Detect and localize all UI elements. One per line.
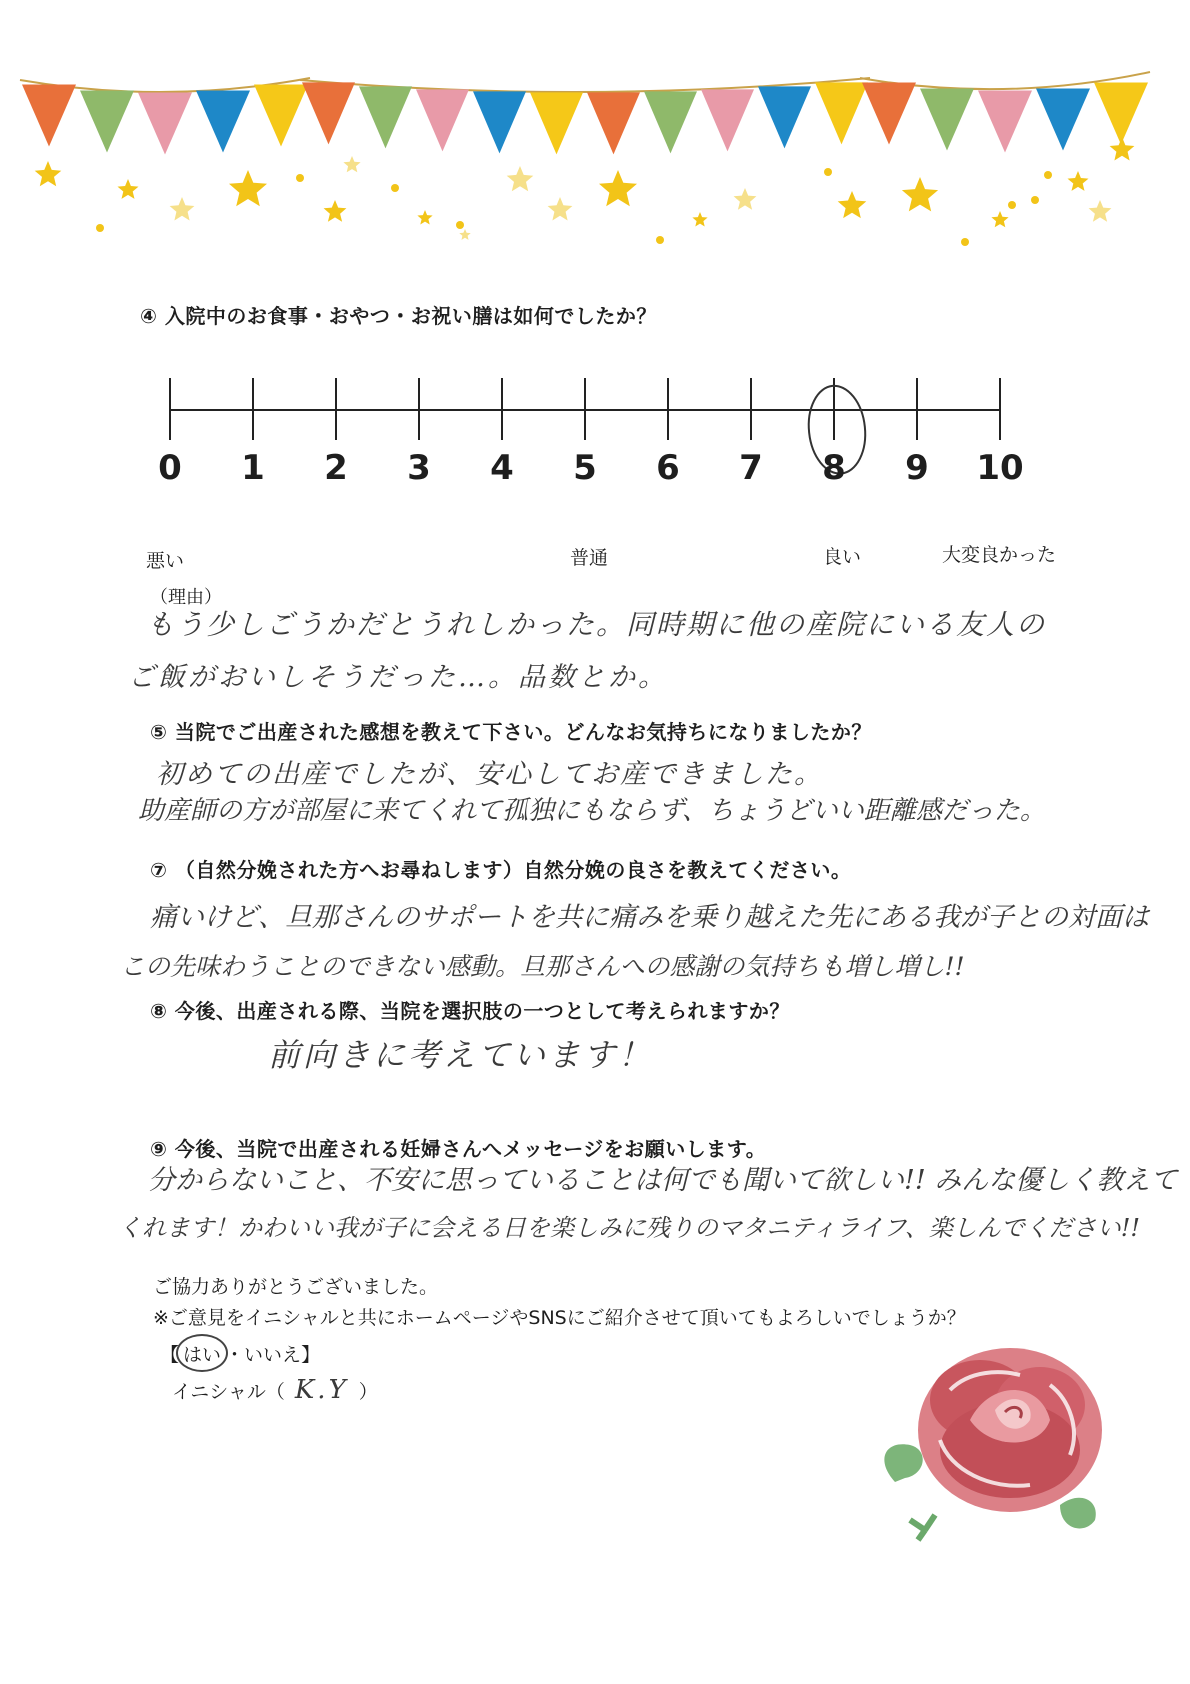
bunting-flag (416, 89, 469, 151)
q5-answer-line2: 助産師の方が部屋に来てくれて孤独にもならず、ちょうどいい距離感だった。 (138, 796, 1046, 826)
q4-answer-line1: もう少しごうかだとうれしかった。同時期に他の産院にいる友人の (146, 608, 1047, 641)
star-icon (507, 166, 534, 191)
q7-question: ⑦ （自然分娩された方へお尋ねします）自然分娩の良さを教えてください。 (150, 858, 852, 882)
star-icon (991, 211, 1008, 227)
bunting-flag (862, 83, 916, 145)
header-decoration (0, 0, 1190, 260)
separator: ・ (225, 1344, 245, 1366)
star-icon (1089, 200, 1112, 222)
bunting-flag (920, 89, 974, 151)
initials-value: K.Y (294, 1375, 349, 1405)
scale-tick-label-10: 10 (976, 448, 1024, 488)
q9-answer-line2: くれます！かわいい我が子に会える日を楽しみに残りのマタニティライフ、楽しんでください!! (118, 1214, 1141, 1242)
bracket-close: 】 (301, 1344, 321, 1366)
bunting-flag (359, 86, 412, 148)
star-icon (170, 197, 195, 221)
consent-question: ※ご意見をイニシャルと共にホームページやSNSにご紹介させて頂いてもよろしいでしょうか？ (153, 1307, 966, 1329)
scale-tick-label-0: 0 (158, 448, 182, 488)
star-icon (734, 188, 757, 210)
star-icon (838, 191, 867, 218)
scale-tick-label-5: 5 (573, 448, 597, 488)
scale-tick-label-4: 4 (490, 448, 514, 488)
bunting-flag (196, 91, 250, 153)
star-icon (1110, 137, 1135, 161)
scale-label-normal: 普通 (570, 547, 609, 569)
star-icon (35, 161, 62, 186)
scale-label-good: 良い (823, 546, 862, 568)
initials-close: ） (358, 1381, 378, 1403)
option-yes[interactable] (179, 1340, 225, 1367)
q9-answer-line1: 分からないこと、不安に思っていることは何でも聞いて欲しい!! みんな優しく教えて (148, 1165, 1178, 1196)
bunting-flag (1094, 83, 1148, 145)
star-icon (118, 179, 139, 199)
bunting-flag (701, 89, 754, 151)
star-icon (902, 177, 938, 211)
initials-label: イニシャル（ (172, 1381, 285, 1403)
bunting-flag (302, 82, 355, 144)
bunting-flag (80, 91, 134, 153)
bunting-flag (530, 92, 583, 154)
bunting-flag (978, 91, 1032, 153)
scale-tick-label-9: 9 (905, 448, 929, 488)
bunting-flag (138, 93, 192, 155)
bunting-flag (587, 92, 640, 154)
star-icon (548, 197, 573, 221)
star-icon (599, 170, 637, 206)
star-icon (1068, 171, 1089, 191)
scale-tick-label-1: 1 (241, 448, 265, 488)
bunting-flag (1036, 89, 1090, 151)
star-icon (417, 210, 432, 225)
q8-question: ⑧ 今後、出産される際、当院を選択肢の一つとして考えられますか？ (150, 999, 790, 1023)
thanks-text: ご協力ありがとうございました。 (153, 1276, 439, 1298)
q4-question: ④ 入院中のお食事・おやつ・お祝い膳は如何でしたか？ (140, 304, 657, 328)
dot-decoration (391, 184, 399, 192)
reason-label: （理由） (150, 587, 222, 608)
q5-question: ⑤ 当院でご出産された感想を教えて下さい。どんなお気持ちになりましたか？ (150, 720, 872, 744)
bunting-flag (254, 85, 308, 147)
scale-label-very-good: 大変良かった (942, 544, 1057, 566)
star-icon (459, 229, 470, 240)
q7-answer-line1: 痛いけど、旦那さんのサポートを共に痛みを乗り越えた先にある我が子との対面は (150, 902, 1149, 933)
dot-decoration (1008, 201, 1016, 209)
q7-answer-line2: この先味わうことのできない感動。旦那さんへの感謝の気持ちも増し増し!! (120, 952, 965, 981)
star-icon (229, 170, 267, 206)
dot-decoration (1044, 171, 1052, 179)
dot-decoration (656, 236, 664, 244)
q5-answer-line1: 初めての出産でしたが、安心してお産できました。 (156, 759, 823, 790)
initials-row (172, 1375, 378, 1405)
bunting-flag (644, 91, 697, 153)
q9-question: ⑨ 今後、当院で出産される妊婦さんへメッセージをお願いします。 (150, 1137, 767, 1161)
scale-tick-label-6: 6 (656, 448, 680, 488)
star-icon (692, 212, 707, 227)
selected-circle (176, 1334, 228, 1372)
consent-options (160, 1340, 320, 1367)
star-icon (343, 156, 360, 172)
scale-tick-label-3: 3 (407, 448, 431, 488)
dot-decoration (456, 221, 464, 229)
scale-label-bad: 悪い (146, 550, 185, 572)
dot-decoration (96, 224, 104, 232)
star-icon (324, 200, 347, 222)
dot-decoration (961, 238, 969, 246)
scale-tick-label-2: 2 (324, 448, 348, 488)
option-no[interactable]: いいえ (244, 1344, 302, 1366)
bunting-flag (758, 86, 811, 148)
bunting-flag (22, 85, 76, 147)
dot-decoration (1031, 196, 1039, 204)
bracket-open: 【 (160, 1344, 180, 1366)
scale-tick-label-8: 8 (822, 448, 846, 488)
q8-answer-line1: 前向きに考えています！ (268, 1036, 654, 1074)
dot-decoration (824, 168, 832, 176)
dot-decoration (296, 174, 304, 182)
bunting-flag (473, 91, 526, 153)
bunting-flag (815, 82, 868, 144)
scale-tick-label-7: 7 (739, 448, 763, 488)
q4-answer-line2: ご飯がおいしそうだった…。品数とか。 (128, 662, 668, 693)
option-yes-label: はい (183, 1344, 222, 1366)
